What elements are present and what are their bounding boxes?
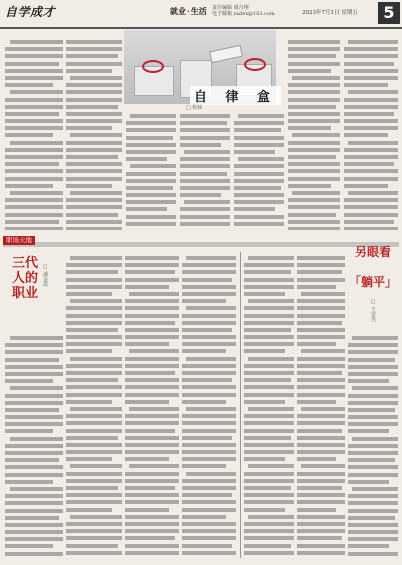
column-rule [240,252,241,558]
section-separator: · [187,6,190,16]
headline-three-generations: 三代人的职业 [11,256,38,301]
editor-line: 责任编辑 聂月翔 [212,5,249,11]
lower-column-1 [5,336,63,560]
upper-column-3 [126,114,176,232]
section-title [170,6,207,17]
page-number: 5 [378,2,400,24]
section-right: 生活 [190,6,207,16]
lower-column-4 [182,256,236,560]
feature-title: 自 律 盒 [190,86,281,105]
upper-column-4 [180,114,230,232]
upper-column-5 [234,114,284,232]
author-byline-2: □ 王安杰 [370,299,376,322]
upper-column-2 [66,40,122,230]
header-rule [0,27,402,29]
column-tag: 职场天地 [3,236,35,245]
lower-column-7 [348,336,398,560]
upper-column-1 [5,40,63,230]
lower-column-3 [125,256,179,560]
upper-column-7 [344,40,398,230]
lower-column-6 [297,256,345,560]
feature-byline: □ 程韩 [186,105,203,111]
masthead: 自学成才 [5,5,56,19]
lower-column-5 [244,256,294,560]
page-header [0,0,402,26]
editor-info [212,5,275,17]
lower-column-2 [66,256,122,560]
headline-part-2: 「躺平」 [348,275,397,289]
section-divider [3,242,399,247]
upper-column-6 [288,40,340,230]
section-left: 就业 [170,6,186,16]
email-line: 电子邮箱 zxdex@163.com [212,11,275,17]
headline-part-1: 另眼看 [354,245,391,259]
issue-date: 2023年7月1日 星期五 [302,10,358,16]
headline-lying-flat [348,245,398,327]
author-byline: □ 潘金霞 [42,264,48,287]
